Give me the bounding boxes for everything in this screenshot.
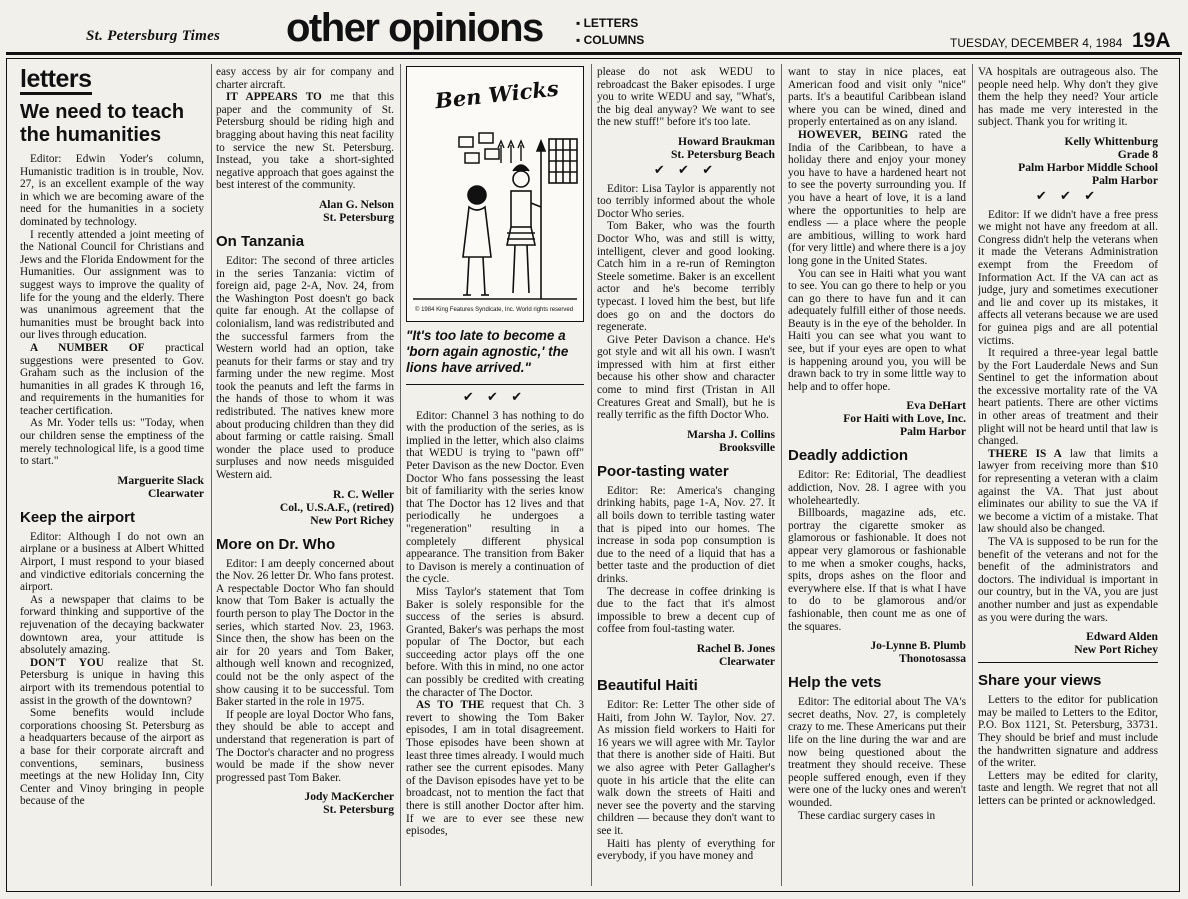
letter-text: Billboards, magazine ads, etc. portray the cigarette smoker as glamorous or fashionable. It does not appear very glamorous or fashionable to me when a smoker coughs, hacks, spits, drops ashes on the floor and everywhere else. If that is what I have to do to be glamorous and/or fashionable, then count me as one of the squares. [788,507,966,633]
signature-name: Edward Alden [1086,630,1158,644]
letter-text-run: me that this paper and the community of St. Petersburg should be riding high and bragging about having this neat facility to service the new St. Petersburg. Instead, you take a short-sighted negative approach that goes against the best interest of the community. [216,91,394,192]
letter-text: want to stay in nice places, eat American food and visit only "nice" parts. It's a beautiful Caribbean island where you can be wined, dined and properly entertained as on any island. [788,66,966,129]
signature-name: Rachel B. Jones [696,641,775,655]
letter-text: These cardiac surgery cases in [798,809,936,822]
info-text: Letters to the editor for publication may be mailed to Letters to the Editor, P.O. Box 1121, St. Petersburg, 33731. They should be brief and must include the handwritten signature and address of the writer. [978,694,1158,770]
letter-text: Some benefits would include corporations choosing St. Petersburg as a headquarters because of the airport as a base for their corporate aircraft and conventions, seminars, business meetings at the new Holiday Inn, City Center and Vinoy bringing in people because of the [20,707,204,808]
letter-text: The decrease in coffee drinking is due to the fact that it's almost impossible to brew a decent cup of coffee from foul-tasting water. [597,585,775,636]
letter-text [788,129,966,268]
letter-text-run: practical suggestions were presented to Gov. Graham such as the inclusion of the humanities in all grades K through 16, and requirements in the humanities for teacher certification. [20,341,204,417]
arena-grate [549,139,577,183]
woman-figure [463,186,491,295]
cartoon-drawing [407,67,583,319]
column-1 [20,66,204,890]
signature-place: New Port Richey [1074,643,1158,657]
soldier-figure [507,141,545,299]
letter-text: Editor: Channel 3 has nothing to do with the production of the series, as is implied in the letter, which also claims that WEDU is trying to "pawn off" Peter Davison as the new Doctor. Even Doctor Who fans possessing the least bit of familiarity with the series know that The Doctor has 12 lives and that periodically he undergoes a "regeneration" resulting in a completely different physical appearance. The transition from Baker to Davison is merely a continuation of the cycle. [406,409,584,586]
info-text: Letters may be edited for clarity, taste and length. We regret that not all letters can be printed or acknowledged. [978,769,1158,807]
letter-text [978,448,1158,536]
signature-place: Thonotosassa [898,652,966,666]
letter-text: The VA is supposed to be run for the benefit of the veterans and not for the benefit of the administrators and doctors. The individual is important in our country, but in the VA, you are just another number and just as expendable as you were during the wars. [978,536,1158,624]
signature-place: Palm Harbor [899,425,966,439]
headline-keep-airport: Keep the airport [20,508,136,526]
dateline: TUESDAY, DECEMBER 4, 1984 [950,36,1123,50]
column-rule [972,64,973,886]
letter-text: It required a three-year legal battle by the Fort Lauderdale News and Sun Sentinel to get the information about the excessive mortality rate of the VA heart patients. There are other victims in other areas of treatment and their plight will not be heard until that law is changed. [978,347,1158,448]
masthead [0,0,1188,50]
letter-text-run: law that limits a lawyer from receiving more than $10 for representing a veteran with a claim against the VA. That just about eliminates our ability to sue the VA if we become a victim of a mistake. That law should also be changed. [978,447,1158,536]
kicker-letters: ▪ LETTERS [576,16,639,30]
letter-text: VA hospitals are outrageous also. The people need help. Why don't they give them the help they need? Your article has made me very interested in the subject. Thank you for writing it. [978,66,1158,129]
letter-text: please do not ask WEDU to rebroadcast the Baker episodes. I urge you to write WEDU and say, "What's, the big deal anyway? We want to see the new stuff!" before it's too late. [597,66,775,129]
letter-text: Editor: Re: Editorial, The deadliest addiction, Nov. 28. I agree with you wholeheartedly. [788,469,966,507]
signature-place: Palm Harbor [1091,173,1158,187]
headline-water: Poor-tasting water [597,462,729,480]
letter-text: Haiti has plenty of everything for everybody, if you have money and [597,837,775,863]
letter-text: Editor: Edwin Yoder's column, Humanistic tradition is in trouble, Nov. 27, is an excellent example of the way in which we are becoming aware of the need for the humanities in a society dominated by technology. [20,153,204,228]
lead-in: AS TO THE [416,699,485,712]
signature-name: Marguerite Slack [117,473,204,487]
column-rule [211,64,212,886]
letter-text-run: realize that St. Petersburg is unique in having this airport with its tremendous potential to assist in the growth of the downtown? [20,656,204,707]
letter-text-run: rated the India of the Caribbean, to have a holiday there and enjoy your money you have to have a hardened heart not to see the poverty surrounding you. If you have a heart of love, it is a land where the opportunities to help are endless — a place where the people are ambitious, willing to work hard (for very little) and where there is a joy long gone in the United States. [788,128,966,267]
column-2 [216,66,394,890]
kicker-columns: ▪ COLUMNS [576,33,645,47]
column-rule [591,64,592,886]
signature-name: Jody MacKercher [304,790,394,804]
column-5 [788,66,966,890]
editorial-cartoon [406,66,584,322]
signature-name: Alan G. Nelson [318,197,394,211]
headline-tanzania: On Tanzania [216,232,305,250]
signature-name: R. C. Weller [333,487,394,501]
letter-text: If people are loyal Doctor Who fans, they should be able to accept and understand that regeneration is part of The Doctor's character and no progress would be made if the show never progressed past Tom Baker. [216,708,394,784]
signature-title: Col., U.S.A.F., (retired) [279,500,394,514]
headline-addiction: Deadly addiction [788,447,909,465]
headline-dr-who: More on Dr. Who [216,535,336,553]
signature-place: Clearwater [718,654,775,668]
letter-text: Editor: Re: America's changing drinking habits, page 1-A, Nov. 27. It all boils down to terrible tasting water that is piped into our homes. The increase in soda pop consumption is due to the need of a liquid that has a better taste and the production of diet drinks. [597,484,775,585]
separator-rule [978,662,1158,663]
thought-squares [459,133,499,163]
lead-in: THERE IS A [988,447,1062,460]
signature-place: Brooksville [719,440,775,454]
letter-text: Tom Baker, who was the fourth Doctor Who, was and still is witty, intelligent, clever and good looking. Catch him in a re-run of Remington Steele sometime. Baker is an excellent actor and he's become terribly typecast. I loved him the best, but life does go on and the doctors do regenerate. [597,220,775,334]
signature-name: Kelly Whittenburg [1064,134,1158,148]
top-rule [6,52,1182,55]
signature-org: For Haiti with Love, Inc. [843,412,966,426]
signature-name: Jo-Lynne B. Plumb [870,639,966,653]
headline-share-views: Share your views [978,672,1102,690]
column-4 [597,66,775,890]
signature-grade: Grade 8 [1117,147,1158,161]
cartoon-signature: Ben Wicks [433,75,560,114]
letters-label: letters [20,66,92,93]
separator-rule [406,384,584,385]
lead-in: HOWEVER, BEING [798,128,909,141]
lead-in: DON'T YOU [30,656,104,669]
signature-name: Howard Braukman [678,134,775,148]
letter-text: Editor: I am deeply concerned about the Nov. 26 letter Dr. Who fans protest. A respectable Doctor Who fan should know that Tom Baker is actually the fourth person to play The Doctor in the series, which started Nov. 23, 1963. Since then, the show has been on the air for 20 years and Tom Baker, although well known and recognized, could not be the only aspect of the show causing it to be successful. Tom Baker started in the role in 1975. [216,557,394,709]
signature-place: Clearwater [147,486,204,500]
spear-row [498,141,524,163]
column-3 [406,66,584,890]
signature-school: Palm Harbor Middle School [1018,160,1158,174]
column-rule [781,64,782,886]
letter-text: I recently attended a joint meeting of the National Council for Christians and Jews and the Florida Endowment for the Humanities. Our assignment was to suggest ways to improve the quality of life for the young and the elderly. There was unanimous agreement that the humanities must be brought back into our lives through education. [20,228,204,342]
lead-in: IT APPEARS TO [226,91,322,104]
section-title: other opinions [286,6,543,50]
check-marks: ✔ ✔ ✔ [462,389,528,404]
paper-name: St. Petersburg Times [86,28,221,44]
headline-vets: Help the vets [788,674,882,692]
letter-text: Editor: If we didn't have a free press we might not have any freedom at all. Congress didn't help the veterans when it made the Veterans Administration exempt from the Freedom of Information Act. If the VA can act as judge, jury and sometimes executioner and lie and cover up its mistakes, it affects all veterans because we are used for guinea pigs and are all potential victims. [978,208,1158,347]
letter-text [406,699,584,838]
letter-text: Editor: The editorial about The VA's secret deaths, Nov. 27, is completely crazy to me. These Americans put their life on the line during the war and are now being questioned about the treatment they should receive. These people suffered enough, even if they were one of the lucky ones and weren't wounded. [788,696,966,809]
check-marks: ✔ ✔ ✔ [1035,187,1101,203]
signature-name: Eva DeHart [906,399,966,413]
signature-place: St. Petersburg [323,803,394,817]
letter-text-run: request that Ch. 3 revert to showing the Tom Baker episodes, I am in total disagreement. Those episodes have been shown at least three times already. I would much rather see the current episodes. Many of the Davison episodes have yet to be broadcast, not to mention the fact that there is still another Doctor after him. If we are to ever see these new episodes, [406,699,584,838]
letter-text: easy access by air for company and charter aircraft. [216,66,394,91]
letter-text: Editor: Re: Letter The other side of Haiti, from John W. Taylor, Nov. 27. As mission field workers to Haiti for 16 years we will agree with Mr. Taylor that there is another side of Haiti. But we also agree with Peter Gallagher's quote in his article that the elite can walk down the streets of Haiti and never see the poverty and the starving children — because they don't want to see it. [597,698,775,837]
headline-humanities: We need to teach the humanities [20,101,185,146]
signature-place: St. Petersburg [323,210,394,224]
letter-text: As a newspaper that claims to be forward thinking and supportive of the rejuvenation of the decaying backwater downtown area, your attitude is absolutely amazing. [20,593,204,657]
check-marks: ✔ ✔ ✔ [653,161,719,177]
letter-text: You can see in Haiti what you want to see. You can go there to help or you can go there to have fun and it can adequately fulfill either of those needs. Beauty is in the eye of the beholder. In Haiti you can see what you want to see, but if your eyes are open to what is happening around you, you will be drawn back to try in some little way to help and to offer hope. [788,267,966,393]
letter-text [216,91,394,192]
cartoon-credit: © 1984 King Features Syndicate, Inc. World rights reserved [415,307,574,314]
letter-text: Editor: The second of three articles in the series Tanzania: victim of foreign aid, page 2-A, Nov. 24, from the Washington Post doesn't go back quite far enough. At the collapse of colonialism, land was redistributed and the successful farmers from the Western world had an option, take peanuts for their farms or stay and try farming under the new regime. Most took the peanuts and left the farms in the hands of those to whom it was redistributed. The natives knew more about producing children than they did about farming or cattle raising. Small wonder the place used to produce surpluses and now needs misguided Western aid. [216,254,394,482]
page-number: 19A [1132,29,1171,52]
letter-text: As Mr. Yoder tells us: "Today, when our children sense the emptiness of the merely technological life, is a good time to start." [20,417,204,468]
letter-text [20,657,204,707]
cartoon-caption: "It's too late to become a 'born again agnostic,' the lions have arrived." [406,328,569,375]
signature-place: St. Petersburg Beach [670,147,775,161]
column-6 [978,66,1158,890]
column-rule [400,64,401,886]
letter-text: Give Peter Davison a chance. He's got style and wit all his own. I wasn't impressed with him at first either because his other show and character come to mind first (Tristan in All Creatures Great and Small), but he is really terrific as the fifth Doctor Who. [597,333,775,422]
signature-place: New Port Richey [310,513,394,527]
letter-text: Editor: Lisa Taylor is apparently not too terribly informed about the whole Doctor Who series. [597,182,775,220]
letter-text: Miss Taylor's statement that Tom Baker is solely responsible for the success of the series is absurd. Granted, Baker's was perhaps the most popular of The Doctor, but each succeeding actor plays off the one before. With this in mind, no one actor can possibly be credited with creating the character of The Doctor. [406,585,584,699]
letter-text: Editor: Although I do not own an airplane or a business at Albert Whitted Airport, I must respond to your biased and vindictive editorials concerning the airport. [20,530,204,594]
headline-haiti: Beautiful Haiti [597,676,698,694]
letter-text [20,342,204,418]
signature-name: Marsha J. Collins [687,427,775,441]
lead-in: A NUMBER OF [30,341,145,354]
